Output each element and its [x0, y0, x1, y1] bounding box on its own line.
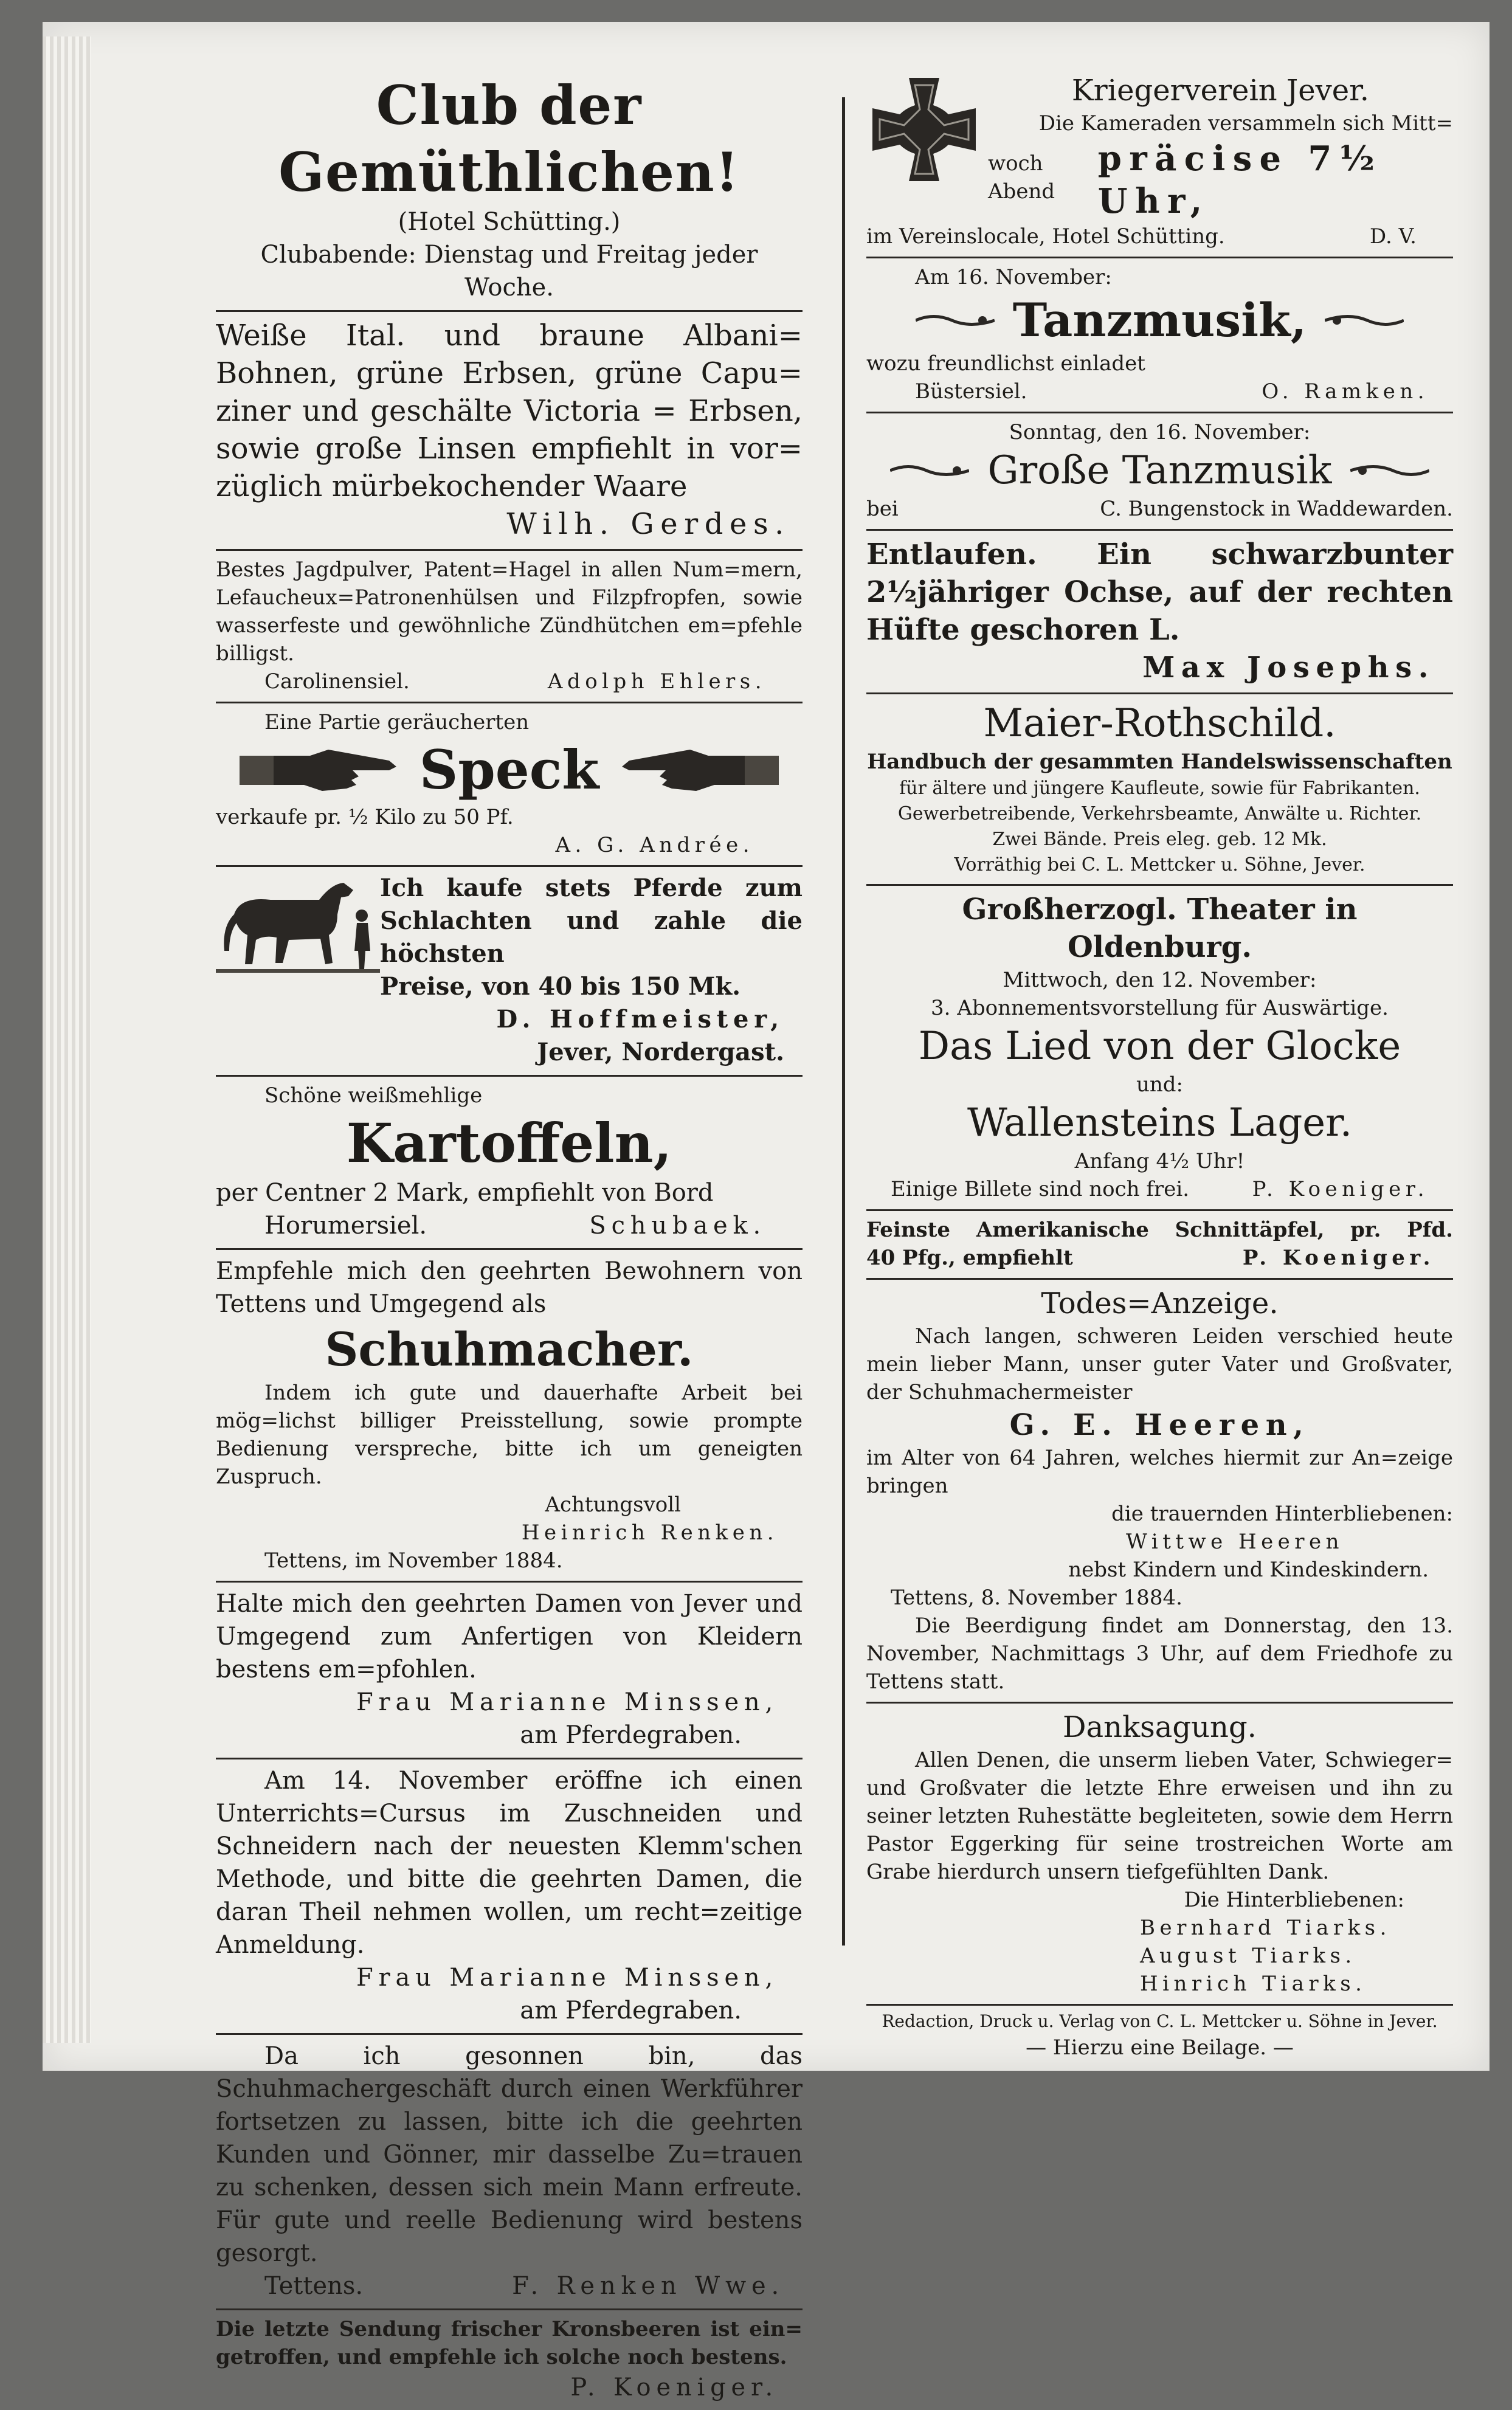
kleider-text: Halte mich den geehrten Damen von Jever und Umgegend zum Anfertigen von Kleidern bestens em=pfohlen. [216, 1590, 803, 1683]
club-venue: (Hotel Schütting.) [398, 208, 621, 236]
tanz2-word: Große Tanzmusik [987, 448, 1332, 493]
speck-signature: A. G. Andrée. [555, 833, 754, 857]
schuhmacher-signature: Heinrich Renken. [521, 1521, 778, 1545]
kronsbeeren-line: Die letzte Sendung frischer Kronsbeeren ist ein= [216, 2317, 803, 2341]
ad-kleider [216, 1583, 803, 1759]
pointing-hand-left-icon [617, 742, 781, 797]
kleider-address: am Pferdegraben. [520, 1721, 742, 1749]
ad-ochse [866, 531, 1453, 694]
kartoffeln-signature: Schubaek. [589, 1212, 766, 1240]
ornament-left-icon [890, 463, 969, 478]
cursus-address: am Pferdegraben. [520, 1997, 742, 2025]
tanz2-bei: bei [866, 497, 899, 521]
maier-sub: Vorräthig bei C. L. Mettcker u. Söhne, Jever. [954, 854, 1365, 875]
speck-word: Speck [419, 738, 599, 801]
ad-danksagung [866, 1704, 1453, 2006]
krieger-line3: im Vereinslocale, Hotel Schütting. [866, 224, 1225, 249]
aepfel-line: Feinste Amerikanische Schnittäpfel, pr. Pfd. [866, 1218, 1453, 1242]
pointing-hand-right-icon [237, 742, 401, 797]
theater-und: und: [1136, 1072, 1183, 1097]
cursus-text: Am 14. November eröffne ich einen Unterrichts=Cursus im Zuschneiden und Schneidern nach der neuesten Klemm'schen Methode, und bitte die geehrten Damen, die daran Theil nehmen wollen, um recht=zeitige Anmeldung. [216, 1767, 803, 1959]
tanz1-place: Büstersiel. [915, 379, 1027, 404]
speck-intro: Eine Partie geräucherten [264, 710, 530, 734]
tanz2-host: C. Bungenstock in Waddewarden. [1100, 497, 1453, 521]
club-title: Club der Gemüthlichen! [278, 74, 740, 204]
kartoffeln-intro: Schöne weißmehlige [264, 1083, 483, 1108]
todes-mourners: nebst Kindern und Kindeskindern. [1068, 1558, 1429, 1582]
ochse-line: 2½jähriger Ochse, auf der rechten [866, 575, 1453, 609]
dank-heading: Danksagung. [1063, 1710, 1257, 1744]
maier-sub: für ältere und jüngere Kaufleute, sowie für Fabrikanten. [899, 778, 1420, 799]
cursus-name: Frau Marianne Minssen, [356, 1964, 778, 1992]
tanz1-word: Tanzmusik, [1012, 293, 1307, 347]
schuhmacher-closing: Achtungsvoll [545, 1493, 681, 1517]
theater-signature: P. Koeniger. [1252, 1177, 1429, 1201]
ad-schnittaepfel [866, 1211, 1453, 1280]
ad-cursus [216, 1759, 803, 2035]
theater-tickets: Einige Billete sind noch frei. [891, 1177, 1190, 1201]
theater-play1: Das Lied von der Glocke [918, 1024, 1401, 1069]
iron-cross-icon [866, 72, 982, 187]
ochse-signature: Max Josephs. [1142, 651, 1435, 685]
ad-speck [216, 703, 803, 867]
ehlers-signature: Adolph Ehlers. [547, 669, 766, 694]
left-column [216, 67, 803, 2410]
ornament-right-icon [1325, 312, 1404, 328]
club-schedule: Clubabende: Dienstag und Freitag jeder Woche. [260, 241, 758, 302]
ad-todesanzeige [866, 1280, 1453, 1704]
footer [866, 2006, 1453, 2062]
dank-name: Bernhard Tiarks. [1140, 1916, 1391, 1940]
ad-schuhmacher [216, 1250, 803, 1583]
speck-price: verkaufe pr. ½ Kilo zu 50 Pf. [216, 805, 514, 829]
kleider-name: Frau Marianne Minssen, [356, 1688, 778, 1716]
dank-name: Hinrich Tiarks. [1140, 1972, 1367, 1996]
schuhmacher-dateline: Tettens, im November 1884. [264, 1549, 563, 1573]
renken-text: Da ich gesonnen bin, das Schuhmachergeschäft durch einen Werkführer fortsetzen zu lassen, bitte ich die geehrten Kunden und Gönner, mir dasselbe Zu=trauen zu schenken, dessen sich mein Mann erfreute. Für gute und reelle Bedienung wird bestens gesorgt. [216, 2042, 803, 2267]
maier-sub: Handbuch der gesammten Handelswissenschaften [867, 750, 1452, 774]
dank-name: August Tiarks. [1140, 1944, 1356, 1968]
todes-text1: Nach langen, schweren Leiden verschied heute mein lieber Mann, unser guter Vater und Großvater, der Schuhmachermeister [866, 1324, 1453, 1404]
ad-grosse-tanzmusik [866, 413, 1453, 531]
gerdes-signature: Wilh. Gerdes. [506, 507, 790, 541]
ad-gerdes [216, 312, 803, 551]
krieger-line1: Die Kameraden versammeln sich Mitt= [1038, 111, 1453, 136]
ehlers-text: Bestes Jagdpulver, Patent=Hagel in allen Num=mern, Lefaucheux=Patronenhülsen und Filzpfropfen, sowie wasserfeste und gewöhnliche Zündhütchen em=pfehle billigst. [216, 558, 803, 666]
tanz1-date: Am 16. November: [915, 265, 1112, 289]
kronsbeeren-line: getroffen, und empfehle ich solche noch bestens. [216, 2345, 787, 2369]
todes-funeral: Die Beerdigung findet am Donnerstag, den 13. November, Nachmittags 3 Uhr, auf dem Friedhofe zu Tettens statt. [866, 1614, 1453, 1694]
theater-start: Anfang 4½ Uhr! [1074, 1149, 1245, 1173]
pferde-line: Ich kaufe stets Pferde zum [380, 874, 803, 902]
footer-imprint: Redaction, Druck u. Verlag von C. L. Mettcker u. Söhne in Jever. [882, 2011, 1438, 2031]
right-column [866, 67, 1453, 2062]
pferde-line: Preise, von 40 bis 150 Mk. [380, 972, 741, 1001]
maier-sub: Zwei Bände. Preis eleg. geb. 12 Mk. [992, 829, 1327, 850]
theater-date: Mittwoch, den 12. November: [1003, 968, 1317, 992]
todes-mourners: Wittwe Heeren [1126, 1530, 1344, 1554]
todes-heading: Todes=Anzeige. [1041, 1286, 1279, 1321]
pferde-address: Jever, Nordergast. [537, 1038, 784, 1066]
footer-beilage: — Hierzu eine Beilage. — [1026, 2035, 1294, 2060]
page-edge [43, 36, 91, 2043]
ad-ehlers [216, 551, 803, 703]
ad-kartoffeln [216, 1077, 803, 1250]
ad-club [216, 67, 803, 312]
gerdes-line: Weiße Ital. und braune Albani= [216, 319, 803, 353]
theater-play2: Wallensteins Lager. [967, 1100, 1353, 1145]
gerdes-line: züglich mürbekochender Waare [216, 469, 688, 503]
dank-text: Allen Denen, die unserm lieben Vater, Schwieger= und Großvater die letzte Ehre erweisen und ihn zu seiner letzten Ruhestätte begleiteten, sowie dem Herrn Pastor Eggerking für seine trostreichen Worte am Grabe hierdurch unsern tiefgefühlten Dank. [866, 1748, 1453, 1884]
tanz2-date: Sonntag, den 16. November: [1009, 420, 1311, 444]
ad-renken [216, 2035, 803, 2310]
ad-kronsbeeren [216, 2310, 803, 2410]
kartoffeln-word: Kartoffeln, [346, 1111, 672, 1175]
ochse-line: Hüfte geschoren L. [866, 613, 1180, 647]
ad-tanzmusik [866, 258, 1453, 413]
ornament-right-icon [1350, 463, 1429, 478]
todes-name: G. E. Heeren, [1009, 1408, 1310, 1442]
ad-pferde [216, 867, 803, 1077]
maier-title: Maier-Rothschild. [983, 701, 1336, 746]
ehlers-place: Carolinensiel. [264, 669, 410, 694]
renken-place: Tettens. [264, 2272, 364, 2300]
gerdes-line: Bohnen, grüne Erbsen, grüne Capu= [216, 356, 803, 390]
pferde-name: D. Hoffmeister, [496, 1005, 784, 1034]
ad-theater [866, 886, 1453, 1211]
kartoffeln-place: Horumersiel. [264, 1212, 427, 1240]
ad-kriegerverein [866, 67, 1453, 258]
kronsbeeren-signature: P. Koeniger. [570, 2374, 778, 2401]
tanz1-invite: wozu freundlichst einladet [866, 351, 1145, 376]
aepfel-line: 40 Pfg., empfiehlt [866, 1246, 1073, 1270]
theater-info: 3. Abonnementsvorstellung für Auswärtige. [931, 996, 1389, 1020]
pferde-line: Schlachten und zahle die höchsten [380, 906, 803, 968]
todes-mourners: die trauernden Hinterbliebenen: [1111, 1502, 1453, 1526]
todes-dateline: Tettens, 8. November 1884. [891, 1586, 1182, 1610]
column-divider [842, 97, 845, 1946]
krieger-sig: D. V. [1369, 224, 1417, 249]
renken-signature: F. Renken Wwe. [512, 2272, 784, 2300]
ad-maier-rothschild [866, 694, 1453, 886]
maier-sub: Gewerbetreibende, Verkehrsbeamte, Anwälte u. Richter. [897, 803, 1422, 824]
theater-title: Großherzogl. Theater in Oldenburg. [962, 893, 1358, 964]
krieger-title: Kriegerverein Jever. [1071, 74, 1370, 108]
aepfel-signature: P. Koeniger. [1242, 1246, 1435, 1270]
kartoffeln-text: per Centner 2 Mark, empfiehlt von Bord [216, 1179, 714, 1207]
dank-label: Die Hinterbliebenen: [1184, 1888, 1404, 1912]
ochse-line: Entlaufen. Ein schwarzbunter [866, 537, 1453, 571]
schuhmacher-text: Indem ich gute und dauerhafte Arbeit bei mög=lichst billiger Preisstellung, sowie prompte Bedienung verspreche, bitte ich um geneigten Zuspruch. [216, 1381, 803, 1489]
schuhmacher-intro: Empfehle mich den geehrten Bewohnern von Tettens und Umgegend als [216, 1257, 803, 1318]
tanz1-signature: O. Ramken. [1262, 379, 1429, 404]
krieger-line2a: woch Abend [988, 151, 1055, 204]
ornament-left-icon [916, 312, 995, 328]
gerdes-line: sowie große Linsen empfiehlt in vor= [216, 432, 803, 466]
todes-text2: im Alter von 64 Jahren, welches hiermit zur An=zeige bringen [866, 1446, 1453, 1498]
schuhmacher-word: Schuhmacher. [325, 1322, 694, 1376]
krieger-line2b: präcise 7½ Uhr, [1097, 139, 1383, 221]
horse-icon [216, 872, 380, 975]
gerdes-line: ziner und geschälte Victoria = Erbsen, [216, 394, 803, 428]
